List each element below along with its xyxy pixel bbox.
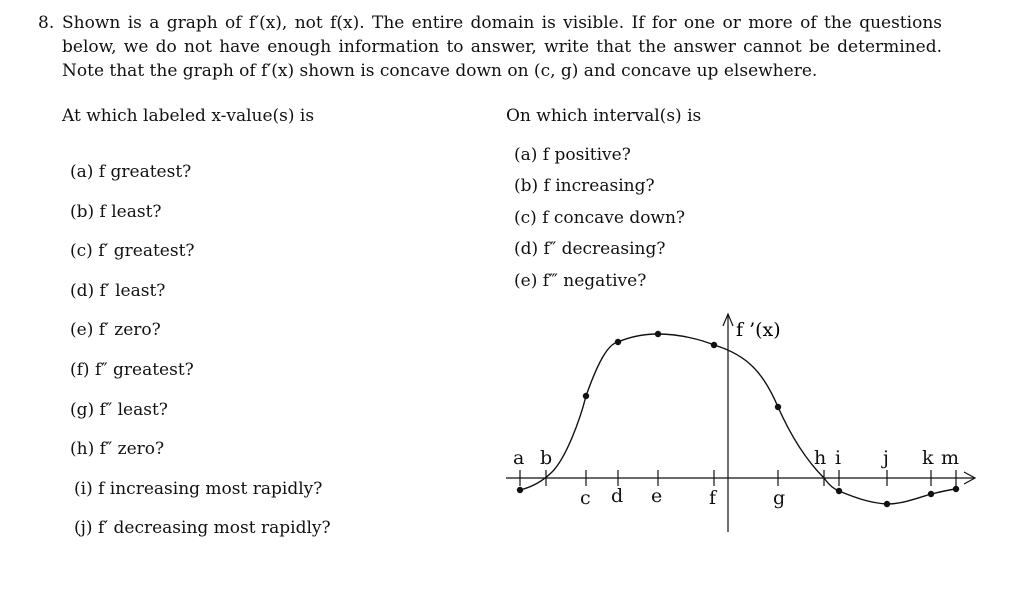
problem-number: 8. bbox=[38, 13, 55, 33]
label-k: k bbox=[922, 447, 934, 469]
label-g: g bbox=[773, 487, 786, 509]
left-question-h: (h) f″ zero? bbox=[70, 439, 165, 459]
left-question-c: (c) f′ greatest? bbox=[70, 241, 195, 261]
problem-statement: Shown is a graph of f′(x), not f(x). The entire domain is visible. If for one or more of the questions below, we do not have enough information to answer, write that the answer cannot be determined. Note that the graph of f′(x) shown is concave down on (c, g) and concave up elsewhere. bbox=[62, 13, 942, 81]
right-column-heading: On which interval(s) is bbox=[506, 106, 702, 126]
point-m bbox=[953, 486, 959, 492]
derivative-graph bbox=[500, 300, 980, 540]
left-question-d: (d) f′ least? bbox=[70, 281, 166, 301]
label-f: f bbox=[709, 487, 717, 509]
curve-points bbox=[517, 331, 959, 507]
right-question-d: (d) f″ decreasing? bbox=[514, 239, 666, 259]
left-question-j: (j) f′ decreasing most rapidly? bbox=[74, 518, 331, 538]
right-question-a: (a) f positive? bbox=[514, 145, 631, 165]
point-c bbox=[583, 393, 589, 399]
label-e: e bbox=[651, 485, 663, 507]
left-question-a: (a) f greatest? bbox=[70, 162, 192, 182]
label-m: m bbox=[941, 447, 960, 469]
label-c: c bbox=[580, 487, 591, 509]
point-g bbox=[775, 404, 781, 410]
point-k bbox=[928, 491, 934, 497]
point-d bbox=[615, 339, 621, 345]
left-question-e: (e) f′ zero? bbox=[70, 320, 161, 340]
label-d: d bbox=[611, 485, 624, 507]
label-a: a bbox=[513, 447, 525, 469]
point-e bbox=[655, 331, 661, 337]
left-question-f: (f) f″ greatest? bbox=[70, 360, 194, 380]
point-f bbox=[711, 342, 717, 348]
label-j: j bbox=[883, 447, 889, 469]
point-i bbox=[836, 488, 842, 494]
point-a bbox=[517, 487, 523, 493]
right-question-b: (b) f increasing? bbox=[514, 176, 655, 196]
function-label: f ’(x) bbox=[736, 319, 781, 341]
right-question-e: (e) f‴ negative? bbox=[514, 271, 647, 291]
left-question-g: (g) f″ least? bbox=[70, 400, 168, 420]
label-i: i bbox=[835, 447, 842, 469]
label-h: h bbox=[814, 447, 827, 469]
right-question-c: (c) f concave down? bbox=[514, 208, 686, 228]
left-question-i: (i) f increasing most rapidly? bbox=[74, 479, 323, 499]
point-j bbox=[884, 501, 890, 507]
left-question-b: (b) f least? bbox=[70, 202, 162, 222]
left-column-heading: At which labeled x-value(s) is bbox=[62, 106, 315, 126]
label-b: b bbox=[540, 447, 553, 469]
